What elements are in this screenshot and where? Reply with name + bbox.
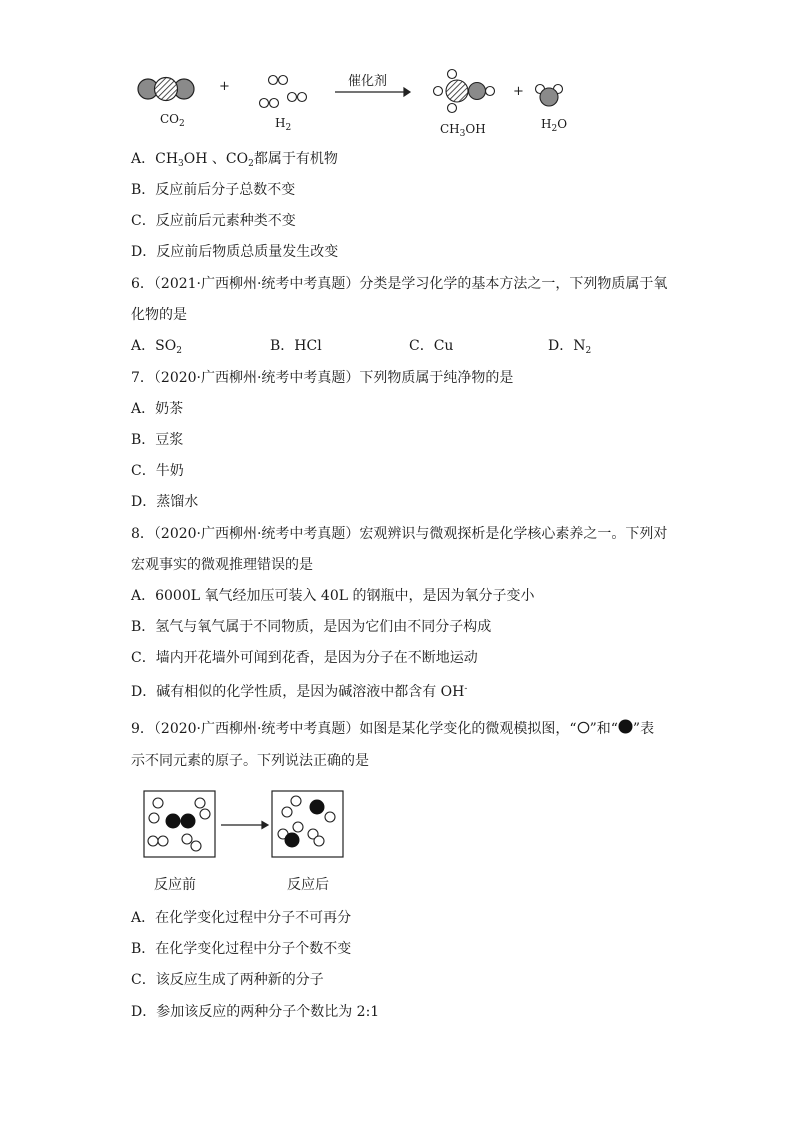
h2o-molecule — [536, 85, 563, 107]
q6-stem-line2: 化物的是 — [131, 307, 187, 323]
after-box — [272, 791, 343, 857]
q7-option-a: A．奶茶 — [131, 401, 184, 417]
q9-option-b: B．在化学变化过程中分子个数不变 — [131, 941, 352, 957]
catalyst-label: 催化剂 — [348, 74, 388, 89]
reaction-molecules — [0, 0, 794, 140]
q9-arrow — [221, 822, 268, 829]
co2-molecule — [138, 78, 194, 101]
q9-stem-line1: 9．（2020·广西柳州·统考中考真题）如图是某化学变化的微观模拟图，“ ”和“ ”表 — [131, 721, 655, 737]
plus-sign-2: + — [513, 84, 524, 99]
q6-option-a: A．$SO_2$ — [131, 338, 182, 356]
ch3oh-molecule — [434, 70, 495, 113]
q9-option-a: A．在化学变化过程中分子不可再分 — [131, 910, 352, 926]
q7-option-b: B．豆浆 — [131, 432, 184, 448]
q8-option-d: D．碱有相似的化学性质，是因为碱溶液中都含有 OH- — [131, 684, 468, 700]
q8-option-c: C．墙内开花墙外可闻到花香，是因为分子在不断地运动 — [131, 650, 478, 666]
q9-option-c: C．该反应生成了两种新的分子 — [131, 972, 324, 988]
h2-label: $H_2$ — [275, 116, 292, 133]
q7-stem: 7．（2020·广西柳州·统考中考真题）下列物质属于纯净物的是 — [131, 370, 514, 386]
reaction-diagram — [0, 0, 794, 140]
plus-sign-1: + — [219, 79, 230, 94]
black-atom-icon — [618, 719, 633, 734]
before-box — [144, 791, 215, 857]
after-label: 反应后 — [287, 877, 329, 893]
q8-option-b: B．氢气与氧气属于不同物质，是因为它们由不同分子构成 — [131, 619, 492, 635]
reaction-arrow — [335, 88, 410, 96]
q5-option-a: A．$CH_3OH$ 、$CO_2$都属于有机物 — [131, 151, 338, 169]
q6-option-d: D．$N_2$ — [548, 338, 592, 356]
q9-option-d: D．参加该反应的两种分子个数比为 2:1 — [131, 1004, 380, 1020]
q8-stem-line1: 8．（2020·广西柳州·统考中考真题）宏观辨识与微观探析是化学核心素养之一。下列对 — [131, 526, 668, 542]
h2o-label: $H_2O$ — [541, 117, 568, 134]
q6-option-c: C．Cu — [409, 338, 454, 354]
before-label: 反应前 — [154, 877, 196, 893]
white-atom-icon — [577, 721, 590, 734]
q5-option-b: B．反应前后分子总数不变 — [131, 182, 296, 198]
q8-stem-line2: 宏观事实的微观推理错误的是 — [131, 557, 313, 573]
ch3oh-label: $CH_3OH$ — [440, 122, 486, 139]
q5-option-d: D．反应前后物质总质量发生改变 — [131, 244, 339, 260]
q7-option-c: C．牛奶 — [131, 463, 184, 479]
q7-option-d: D．蒸馏水 — [131, 494, 199, 510]
co2-label: $CO_2$ — [160, 112, 185, 129]
q6-stem-line1: 6．（2021·广西柳州·统考中考真题）分类是学习化学的基本方法之一，下列物质属于氧 — [131, 276, 668, 292]
q9-stem-line2: 示不同元素的原子。下列说法正确的是 — [131, 753, 369, 769]
q6-option-b: B．HCl — [270, 338, 322, 354]
q5-option-c: C．反应前后元素种类不变 — [131, 213, 296, 229]
q8-option-a: A．6000L 氧气经加压可装入 40L 的钢瓶中，是因为氧分子变小 — [131, 588, 535, 604]
h2-molecules — [260, 76, 307, 108]
q9-reaction-diagram — [0, 780, 794, 870]
